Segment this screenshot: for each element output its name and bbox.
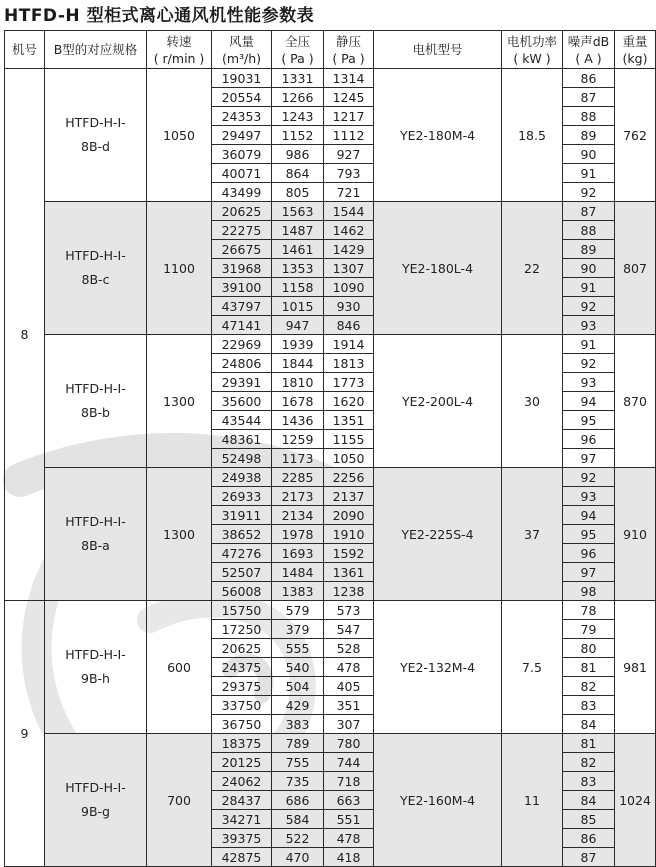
total-pressure-cell: 1259 [272,430,324,449]
static-pressure-cell: 405 [324,677,374,696]
table-body [5,69,656,867]
total-pressure-cell: 1353 [272,259,324,278]
total-pressure-cell: 470 [272,848,324,867]
header-speed: 转速 ( r/min ) [147,31,212,69]
total-pressure-cell: 2285 [272,468,324,487]
static-pressure-cell: 1314 [324,69,374,88]
airflow-cell: 24375 [212,658,272,677]
noise-cell: 90 [563,145,615,164]
spec-line-2: 8B-c [81,272,110,287]
total-pressure-cell: 1563 [272,202,324,221]
static-pressure-cell: 1592 [324,544,374,563]
header-total-pressure: 全压 ( Pa ) [272,31,324,69]
noise-cell: 78 [563,601,615,620]
total-pressure-cell: 540 [272,658,324,677]
speed-cell: 1300 [147,468,212,601]
total-pressure-cell: 986 [272,145,324,164]
total-pressure-cell: 1331 [272,69,324,88]
total-pressure-cell: 1810 [272,373,324,392]
noise-cell: 90 [563,259,615,278]
static-pressure-cell: 551 [324,810,374,829]
noise-cell: 80 [563,639,615,658]
motor-power-cell: 30 [502,335,563,468]
noise-cell: 98 [563,582,615,601]
spec-line-1: HTFD-H-I- [65,115,126,130]
noise-cell: 93 [563,487,615,506]
airflow-cell: 22969 [212,335,272,354]
noise-cell: 86 [563,69,615,88]
total-pressure-cell: 1678 [272,392,324,411]
total-pressure-cell: 1158 [272,278,324,297]
airflow-cell: 19031 [212,69,272,88]
spec-line-2: 8B-d [81,139,110,154]
airflow-cell: 29375 [212,677,272,696]
total-pressure-cell: 735 [272,772,324,791]
total-pressure-cell: 686 [272,791,324,810]
total-pressure-cell: 1484 [272,563,324,582]
static-pressure-cell: 2090 [324,506,374,525]
static-pressure-cell: 2256 [324,468,374,487]
total-pressure-cell: 1939 [272,335,324,354]
airflow-cell: 20125 [212,753,272,772]
static-pressure-cell: 930 [324,297,374,316]
weight-cell: 910 [615,468,656,601]
total-pressure-cell: 1487 [272,221,324,240]
spec-line-2: 9B-h [81,671,110,686]
noise-cell: 82 [563,753,615,772]
static-pressure-cell: 1914 [324,335,374,354]
total-pressure-cell: 1693 [272,544,324,563]
static-pressure-cell: 1429 [324,240,374,259]
spec-line-1: HTFD-H-I- [65,514,126,529]
static-pressure-cell: 2137 [324,487,374,506]
total-pressure-cell: 1243 [272,107,324,126]
airflow-cell: 20625 [212,202,272,221]
noise-cell: 91 [563,335,615,354]
static-pressure-cell: 478 [324,658,374,677]
static-pressure-cell: 744 [324,753,374,772]
noise-cell: 81 [563,734,615,753]
noise-cell: 96 [563,544,615,563]
noise-cell: 79 [563,620,615,639]
airflow-cell: 38652 [212,525,272,544]
noise-cell: 85 [563,810,615,829]
static-pressure-cell: 1307 [324,259,374,278]
weight-cell: 762 [615,69,656,202]
total-pressure-cell: 1173 [272,449,324,468]
speed-cell: 1300 [147,335,212,468]
noise-cell: 84 [563,791,615,810]
static-pressure-cell: 663 [324,791,374,810]
header-airflow: 风量 (m³/h) [212,31,272,69]
static-pressure-cell: 1462 [324,221,374,240]
motor-power-cell: 18.5 [502,69,563,202]
static-pressure-cell: 927 [324,145,374,164]
static-pressure-cell: 1217 [324,107,374,126]
noise-cell: 88 [563,107,615,126]
static-pressure-cell: 1813 [324,354,374,373]
airflow-cell: 29391 [212,373,272,392]
weight-cell: 981 [615,601,656,734]
header-static-pressure: 静压 ( Pa ) [324,31,374,69]
static-pressure-cell: 780 [324,734,374,753]
total-pressure-cell: 504 [272,677,324,696]
total-pressure-cell: 1461 [272,240,324,259]
header-motor-model: 电机型号 [374,31,502,69]
header-row [5,31,656,69]
weight-cell: 870 [615,335,656,468]
noise-cell: 89 [563,126,615,145]
total-pressure-cell: 864 [272,164,324,183]
total-pressure-cell: 379 [272,620,324,639]
motor-power-cell: 22 [502,202,563,335]
noise-cell: 91 [563,164,615,183]
total-pressure-cell: 789 [272,734,324,753]
noise-cell: 83 [563,772,615,791]
noise-cell: 83 [563,696,615,715]
airflow-cell: 52507 [212,563,272,582]
noise-cell: 93 [563,373,615,392]
static-pressure-cell: 1245 [324,88,374,107]
noise-cell: 87 [563,88,615,107]
spec-line-1: HTFD-H-I- [65,647,126,662]
airflow-cell: 20554 [212,88,272,107]
total-pressure-cell: 1844 [272,354,324,373]
spec-line-2: 8B-b [81,405,110,420]
noise-cell: 88 [563,221,615,240]
spec-line-1: HTFD-H-I- [65,381,126,396]
motor-model-cell: YE2-200L-4 [374,335,502,468]
airflow-cell: 31968 [212,259,272,278]
table-row [5,202,656,221]
noise-cell: 91 [563,278,615,297]
spec-cell [45,601,147,734]
noise-cell: 92 [563,468,615,487]
header-weight: 重量 (kg) [615,31,656,69]
airflow-cell: 20625 [212,639,272,658]
table-row [5,601,656,620]
spec-cell [45,202,147,335]
airflow-cell: 24806 [212,354,272,373]
noise-cell: 96 [563,430,615,449]
static-pressure-cell: 351 [324,696,374,715]
spec-line-1: HTFD-H-I- [65,780,126,795]
noise-cell: 86 [563,829,615,848]
noise-cell: 93 [563,316,615,335]
static-pressure-cell: 1910 [324,525,374,544]
noise-cell: 94 [563,392,615,411]
motor-power-cell: 7.5 [502,601,563,734]
airflow-cell: 43544 [212,411,272,430]
motor-model-cell: YE2-225S-4 [374,468,502,601]
airflow-cell: 24938 [212,468,272,487]
total-pressure-cell: 1436 [272,411,324,430]
static-pressure-cell: 1351 [324,411,374,430]
total-pressure-cell: 947 [272,316,324,335]
weight-cell: 807 [615,202,656,335]
weight-cell: 1024 [615,734,656,867]
total-pressure-cell: 584 [272,810,324,829]
spec-cell [45,734,147,867]
airflow-cell: 33750 [212,696,272,715]
airflow-cell: 15750 [212,601,272,620]
total-pressure-cell: 383 [272,715,324,734]
total-pressure-cell: 579 [272,601,324,620]
noise-cell: 89 [563,240,615,259]
airflow-cell: 42875 [212,848,272,867]
static-pressure-cell: 478 [324,829,374,848]
airflow-cell: 26933 [212,487,272,506]
motor-power-cell: 11 [502,734,563,867]
airflow-cell: 24353 [212,107,272,126]
spec-line-1: HTFD-H-I- [65,248,126,263]
motor-model-cell: YE2-180L-4 [374,202,502,335]
airflow-cell: 39375 [212,829,272,848]
airflow-cell: 43797 [212,297,272,316]
total-pressure-cell: 2134 [272,506,324,525]
table-row [5,468,656,487]
airflow-cell: 47276 [212,544,272,563]
total-pressure-cell: 755 [272,753,324,772]
total-pressure-cell: 522 [272,829,324,848]
performance-table [4,30,656,867]
spec-line-2: 8B-a [81,538,110,553]
total-pressure-cell: 2173 [272,487,324,506]
airflow-cell: 36750 [212,715,272,734]
airflow-cell: 17250 [212,620,272,639]
machine-no-cell: 9 [5,601,45,867]
noise-cell: 92 [563,183,615,202]
motor-model-cell: YE2-160M-4 [374,734,502,867]
total-pressure-cell: 1383 [272,582,324,601]
total-pressure-cell: 805 [272,183,324,202]
machine-no-cell: 8 [5,69,45,601]
table-row [5,734,656,753]
airflow-cell: 24062 [212,772,272,791]
speed-cell: 600 [147,601,212,734]
static-pressure-cell: 528 [324,639,374,658]
airflow-cell: 29497 [212,126,272,145]
static-pressure-cell: 1238 [324,582,374,601]
noise-cell: 92 [563,354,615,373]
static-pressure-cell: 721 [324,183,374,202]
noise-cell: 95 [563,525,615,544]
spec-cell [45,335,147,468]
airflow-cell: 22275 [212,221,272,240]
speed-cell: 700 [147,734,212,867]
noise-cell: 84 [563,715,615,734]
noise-cell: 92 [563,297,615,316]
static-pressure-cell: 718 [324,772,374,791]
noise-cell: 97 [563,563,615,582]
static-pressure-cell: 793 [324,164,374,183]
airflow-cell: 39100 [212,278,272,297]
speed-cell: 1050 [147,69,212,202]
airflow-cell: 48361 [212,430,272,449]
motor-model-cell: YE2-180M-4 [374,69,502,202]
static-pressure-cell: 1544 [324,202,374,221]
header-machine-no: 机号 [5,31,45,69]
static-pressure-cell: 1361 [324,563,374,582]
airflow-cell: 18375 [212,734,272,753]
noise-cell: 87 [563,848,615,867]
static-pressure-cell: 1620 [324,392,374,411]
static-pressure-cell: 1112 [324,126,374,145]
header-noise: 噪声dB ( A ) [563,31,615,69]
airflow-cell: 35600 [212,392,272,411]
static-pressure-cell: 1090 [324,278,374,297]
airflow-cell: 40071 [212,164,272,183]
motor-power-cell: 37 [502,468,563,601]
airflow-cell: 36079 [212,145,272,164]
noise-cell: 95 [563,411,615,430]
noise-cell: 81 [563,658,615,677]
spec-cell [45,468,147,601]
static-pressure-cell: 1155 [324,430,374,449]
table-row [5,69,656,88]
airflow-cell: 26675 [212,240,272,259]
noise-cell: 97 [563,449,615,468]
total-pressure-cell: 1266 [272,88,324,107]
spec-cell [45,69,147,202]
airflow-cell: 56008 [212,582,272,601]
noise-cell: 87 [563,202,615,221]
header-motor-power: 电机功率 ( kW ) [502,31,563,69]
noise-cell: 94 [563,506,615,525]
airflow-cell: 52498 [212,449,272,468]
total-pressure-cell: 555 [272,639,324,658]
header-spec: B型的对应规格 [45,31,147,69]
spec-line-2: 9B-g [81,804,110,819]
total-pressure-cell: 1978 [272,525,324,544]
table-row [5,335,656,354]
speed-cell: 1100 [147,202,212,335]
total-pressure-cell: 1015 [272,297,324,316]
motor-model-cell: YE2-132M-4 [374,601,502,734]
page-title: HTFD-H 型柜式离心通风机性能参数表 [4,6,315,26]
static-pressure-cell: 1773 [324,373,374,392]
airflow-cell: 28437 [212,791,272,810]
airflow-cell: 43499 [212,183,272,202]
airflow-cell: 31911 [212,506,272,525]
total-pressure-cell: 1152 [272,126,324,145]
airflow-cell: 47141 [212,316,272,335]
total-pressure-cell: 429 [272,696,324,715]
static-pressure-cell: 418 [324,848,374,867]
static-pressure-cell: 573 [324,601,374,620]
airflow-cell: 34271 [212,810,272,829]
noise-cell: 82 [563,677,615,696]
static-pressure-cell: 547 [324,620,374,639]
static-pressure-cell: 846 [324,316,374,335]
static-pressure-cell: 1050 [324,449,374,468]
static-pressure-cell: 307 [324,715,374,734]
